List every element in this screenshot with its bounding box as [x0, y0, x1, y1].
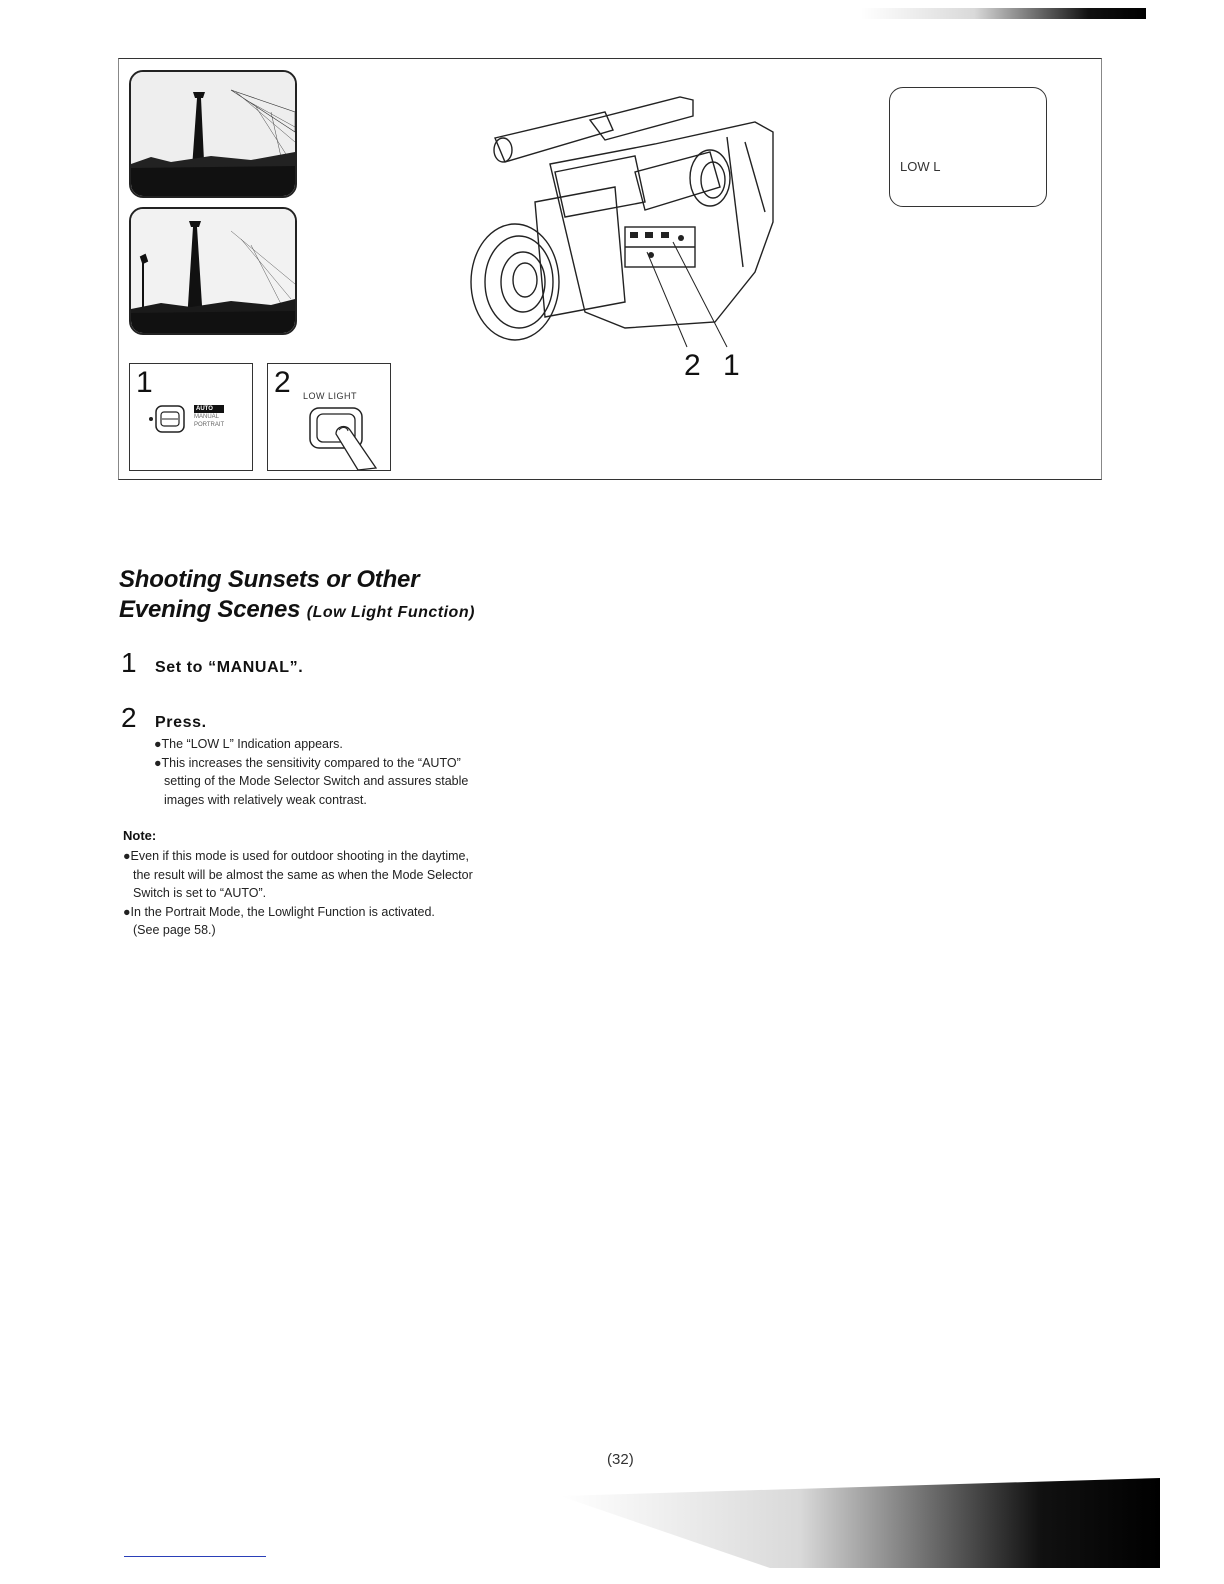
viewfinder-display-text: LOW L — [900, 159, 941, 174]
step-2-bullet-2-cont-1: setting of the Mode Selector Switch and assures stable — [164, 774, 469, 788]
note-line-1: ●Even if this mode is used for outdoor shooting in the daytime, — [123, 849, 469, 863]
heading-line-2 — [119, 595, 475, 628]
step-1-number: 1 — [121, 647, 137, 678]
step-2-bullet-2-cont-2: images with relatively weak contrast. — [164, 792, 367, 807]
callout-1: 1 — [723, 349, 740, 382]
inset-1-number: 1 — [136, 366, 153, 399]
step-2-bullet-2: ●This increases the sensitivity compared to the “AUTO” — [154, 755, 461, 770]
switch-label-portrait: PORTRAIT — [194, 422, 225, 428]
step-2-bullet-1: ●The “LOW L” Indication appears. — [154, 737, 343, 751]
step-1-title: Set to “MANUAL”. — [155, 659, 304, 676]
page-number-value: 32 — [612, 1451, 629, 1468]
switch-label-manual: MANUAL — [194, 414, 220, 420]
note-line-4: ●In the Portrait Mode, the Lowlight Function is activated. — [123, 904, 435, 919]
section-heading — [119, 565, 475, 628]
scan-edge-top — [860, 8, 1146, 19]
low-light-button-label: LOW LIGHT — [303, 391, 358, 401]
finger-pressing-button-icon — [306, 404, 378, 470]
photo-lowlight-sunset — [129, 207, 297, 335]
note-body — [123, 847, 553, 940]
mode-switch-icon — [148, 400, 188, 438]
heading-line-1: Shooting Sunsets or Other — [119, 566, 420, 593]
scan-edge-bottom — [560, 1478, 1160, 1568]
photo-normal-sunset — [129, 70, 297, 198]
camcorder-illustration — [465, 92, 777, 352]
step-2-details — [154, 735, 554, 809]
switch-label-auto: AUTO — [194, 405, 224, 413]
switch-labels — [194, 405, 224, 429]
note-line-5: (See page 58.) — [133, 923, 216, 937]
heading-line-2-text: Evening Scenes — [119, 596, 301, 623]
heading-subtitle: (Low Light Function) — [306, 604, 475, 621]
page-number: (32) — [607, 1451, 634, 1468]
scan-link-line — [124, 1556, 266, 1557]
inset-2-number: 2 — [274, 366, 291, 399]
step-2-number: 2 — [121, 702, 137, 733]
note-line-2: the result will be almost the same as when the Mode Selector — [133, 867, 473, 882]
note-title: Note: — [123, 828, 157, 843]
callout-2: 2 — [684, 349, 701, 382]
inset-mode-selector — [129, 363, 253, 471]
note-line-3: Switch is set to “AUTO”. — [133, 886, 267, 900]
viewfinder-display — [889, 87, 1047, 207]
step-2-title: Press. — [155, 714, 207, 731]
inset-low-light-button — [267, 363, 391, 471]
